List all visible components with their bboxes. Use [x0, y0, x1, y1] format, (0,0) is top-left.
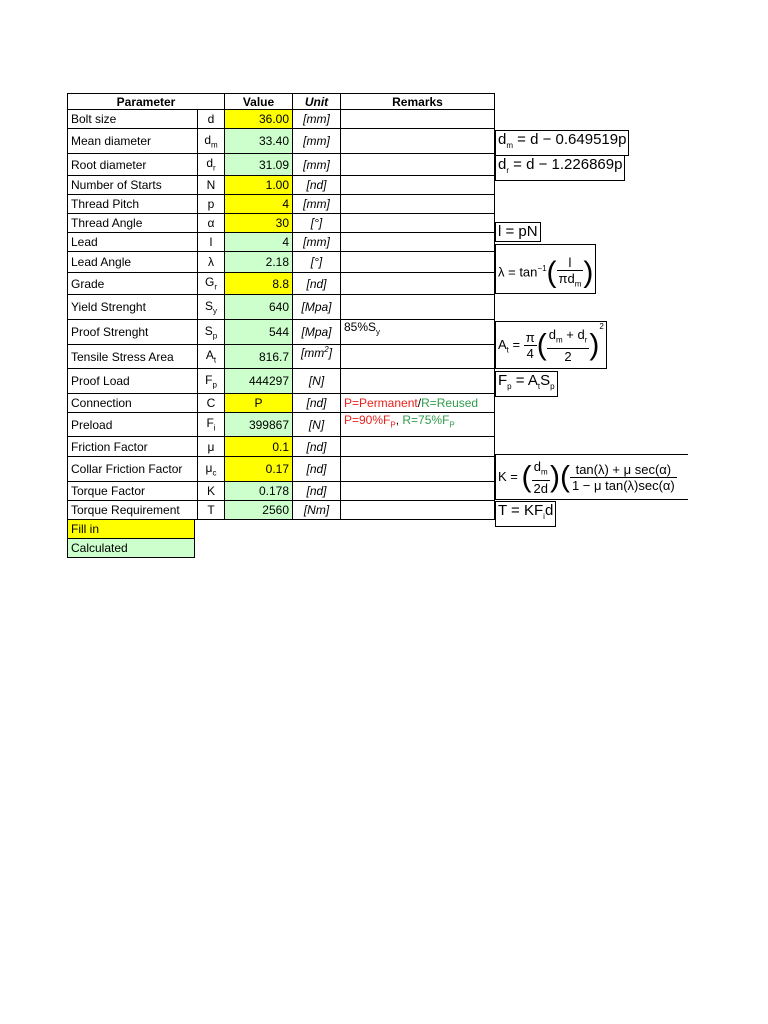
remark-cell — [341, 233, 495, 252]
symbol: C — [198, 394, 225, 413]
param-proof-strength: Proof Strenght — [68, 320, 198, 345]
unit-cell: [Mpa] — [293, 295, 341, 320]
param-thread-angle: Thread Angle — [68, 214, 198, 233]
table-row — [68, 394, 495, 413]
table-row — [68, 129, 495, 154]
header-parameter: Parameter — [68, 94, 225, 110]
value-cell[interactable]: 30 — [225, 214, 293, 233]
param-number-of-starts: Number of Starts — [68, 176, 198, 195]
unit-cell: [°] — [293, 214, 341, 233]
value-cell: 0.178 — [225, 482, 293, 501]
symbol: T — [198, 501, 225, 520]
param-grade: Grade — [68, 273, 198, 295]
formula-tensile-area: $A_t$ = $\frac{\pi}{4}$ ( $\frac{d_m + d_r}{2}$ )$^2$ — [495, 321, 607, 369]
table-row — [68, 501, 495, 520]
unit-cell: [nd] — [293, 482, 341, 501]
legend-calculated: Calculated — [67, 538, 195, 558]
remark-cell: $85\%S_y$ — [341, 320, 495, 345]
value-cell[interactable]: P — [225, 394, 293, 413]
value-cell[interactable]: 1.00 — [225, 176, 293, 195]
unit-cell: [nd] — [293, 394, 341, 413]
symbol: $A_t$ — [198, 345, 225, 369]
param-friction-factor: Friction Factor — [68, 437, 198, 457]
remark-cell: $P=90\%F_P$, $R=75\%F_P$ — [341, 413, 495, 437]
table-row — [68, 273, 495, 295]
param-tensile-stress-area: Tensile Stress Area — [68, 345, 198, 369]
table-row — [68, 457, 495, 482]
param-connection: Connection — [68, 394, 198, 413]
parameter-table — [67, 93, 495, 520]
formula-mean-diameter: $d_m = d - 0.649519p$ — [495, 130, 629, 156]
unit-cell: [mm] — [293, 110, 341, 129]
unit-cell: [°] — [293, 252, 341, 273]
param-bolt-size: Bolt size — [68, 110, 198, 129]
symbol: $S_p$ — [198, 320, 225, 345]
unit-cell: $[mm^2]$ — [293, 345, 341, 369]
symbol: μ — [198, 437, 225, 457]
value-cell: 816.7 — [225, 345, 293, 369]
remark-cell — [341, 176, 495, 195]
param-mean-diameter: Mean diameter — [68, 129, 198, 154]
symbol: l — [198, 233, 225, 252]
value-cell: 31.09 — [225, 154, 293, 176]
unit-cell: [N] — [293, 413, 341, 437]
value-cell[interactable]: 8.8 — [225, 273, 293, 295]
table-row — [68, 369, 495, 394]
param-thread-pitch: Thread Pitch — [68, 195, 198, 214]
unit-cell: [mm] — [293, 233, 341, 252]
formula-torque: $T = KF_id$ — [495, 501, 556, 527]
symbol: $d_m$ — [198, 129, 225, 154]
value-cell: 444297 — [225, 369, 293, 394]
param-collar-friction-factor: Collar Friction Factor — [68, 457, 198, 482]
param-proof-load: Proof Load — [68, 369, 198, 394]
unit-cell: [mm] — [293, 195, 341, 214]
formula-lead: l = pN — [495, 222, 541, 242]
table-row — [68, 154, 495, 176]
symbol: $G_r$ — [198, 273, 225, 295]
param-torque-requirement: Torque Requirement — [68, 501, 198, 520]
value-cell: 4 — [225, 233, 293, 252]
param-lead: Lead — [68, 233, 198, 252]
table-row — [68, 413, 495, 437]
remark-cell — [341, 129, 495, 154]
table-row — [68, 295, 495, 320]
table-row — [68, 176, 495, 195]
unit-cell: [nd] — [293, 457, 341, 482]
symbol: p — [198, 195, 225, 214]
unit-cell: [Nm] — [293, 501, 341, 520]
remark-cell — [341, 345, 495, 369]
value-cell[interactable]: 0.1 — [225, 437, 293, 457]
symbol: d — [198, 110, 225, 129]
symbol: $\mu_c$ — [198, 457, 225, 482]
param-preload: Preload — [68, 413, 198, 437]
param-lead-angle: Lead Angle — [68, 252, 198, 273]
symbol: $S_y$ — [198, 295, 225, 320]
table-row — [68, 252, 495, 273]
header-row — [68, 94, 495, 110]
remark-cell — [341, 369, 495, 394]
table-row — [68, 233, 495, 252]
symbol: $d_r$ — [198, 154, 225, 176]
remark-cell — [341, 295, 495, 320]
unit-cell: [Mpa] — [293, 320, 341, 345]
table-row — [68, 437, 495, 457]
remark-cell — [341, 273, 495, 295]
value-cell[interactable]: 36.00 — [225, 110, 293, 129]
table-row — [68, 320, 495, 345]
formula-torque-factor: K = ( $\frac{d_m}{2d}$ )( $\frac{\text{tan(λ) + μ sec(α)}}{\text{1 − μ tan(λ)sec(α)}}$ — [495, 454, 688, 500]
value-cell: 2.18 — [225, 252, 293, 273]
formula-lead-angle: $\lambda = \tan^{-1}$( $\frac{l}{\pi d_m}$ ) — [495, 244, 596, 294]
table-row — [68, 214, 495, 233]
remark-cell — [341, 252, 495, 273]
remark-cell: P=Permanent/R=Reused — [341, 394, 495, 413]
table-row — [68, 482, 495, 501]
unit-cell: [N] — [293, 369, 341, 394]
remark-cell — [341, 457, 495, 482]
header-remarks: Remarks — [341, 94, 495, 110]
formula-root-diameter: $d_r = d - 1.226869p$ — [495, 155, 625, 181]
value-cell: 2560 — [225, 501, 293, 520]
table-row — [68, 110, 495, 129]
header-unit: Unit — [293, 94, 341, 110]
unit-cell: [mm] — [293, 129, 341, 154]
remark-cell — [341, 154, 495, 176]
symbol: N — [198, 176, 225, 195]
unit-cell: [nd] — [293, 437, 341, 457]
value-cell: 544 — [225, 320, 293, 345]
param-root-diameter: Root diameter — [68, 154, 198, 176]
param-torque-factor: Torque Factor — [68, 482, 198, 501]
symbol: K — [198, 482, 225, 501]
unit-cell: [nd] — [293, 273, 341, 295]
symbol: $F_p$ — [198, 369, 225, 394]
value-cell[interactable]: 4 — [225, 195, 293, 214]
remark-cell — [341, 482, 495, 501]
symbol: $F_i$ — [198, 413, 225, 437]
symbol: λ — [198, 252, 225, 273]
value-cell: 399867 — [225, 413, 293, 437]
remark-cell — [341, 501, 495, 520]
remark-cell — [341, 214, 495, 233]
header-value: Value — [225, 94, 293, 110]
unit-cell: [mm] — [293, 154, 341, 176]
param-yield-strength: Yield Strenght — [68, 295, 198, 320]
table-row — [68, 345, 495, 369]
symbol: α — [198, 214, 225, 233]
value-cell: 33.40 — [225, 129, 293, 154]
formula-proof-load: $F_p = A_tS_p$ — [495, 371, 558, 397]
table-row — [68, 195, 495, 214]
value-cell[interactable]: 0.17 — [225, 457, 293, 482]
legend-fill-in: Fill in — [67, 519, 195, 539]
remark-cell — [341, 110, 495, 129]
remark-cell — [341, 437, 495, 457]
value-cell: 640 — [225, 295, 293, 320]
unit-cell: [nd] — [293, 176, 341, 195]
remark-cell — [341, 195, 495, 214]
